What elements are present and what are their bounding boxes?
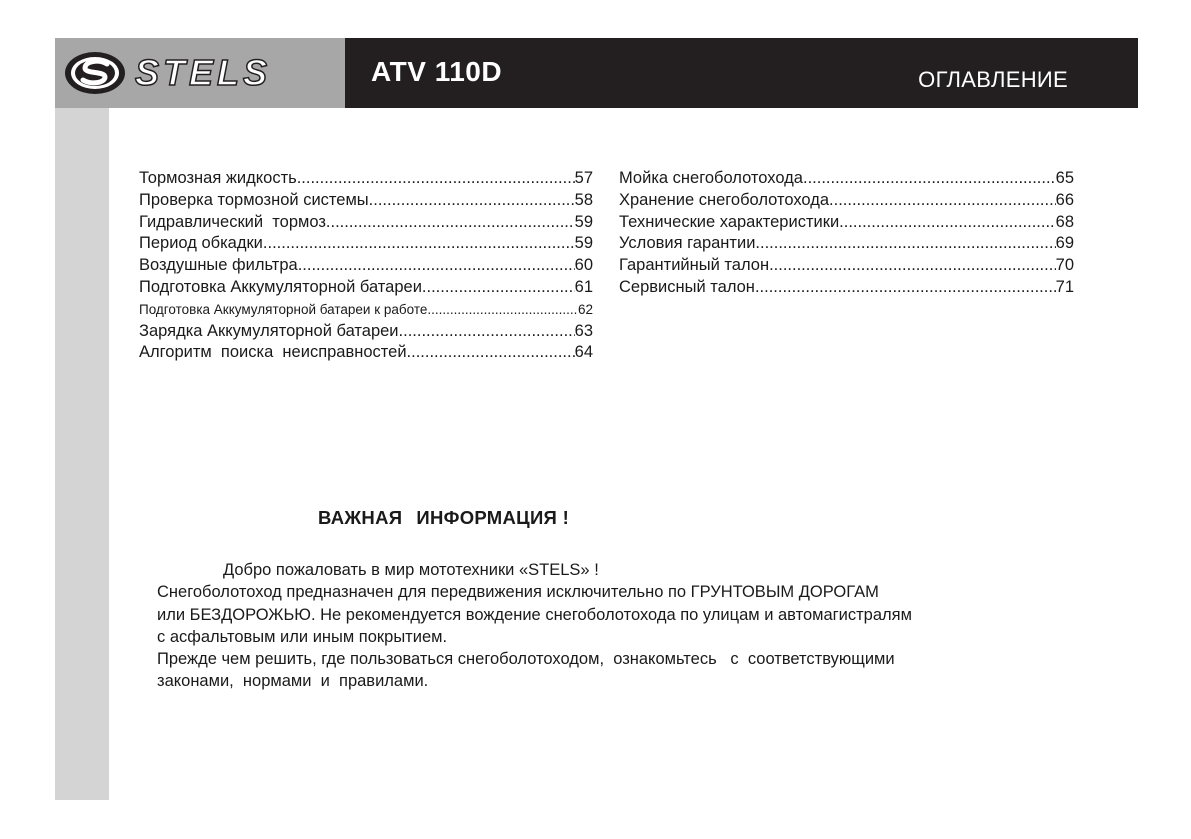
toc-entry[interactable]: Гарантийный талон ..... 70 (619, 255, 1074, 277)
info-line: законами, нормами и правилами. (157, 672, 429, 691)
info-line: Добро пожаловать в мир мототехники «STELS» ! (223, 561, 599, 579)
important-heading (318, 507, 583, 529)
info-line: Прежде чем решить, где пользоваться снегоболотоходом, ознакомьтесь с соответствующими (157, 650, 895, 669)
info-line: с асфальтовым или иным покрытием. (157, 627, 448, 646)
toc-entry[interactable]: Зарядка Аккумуляторной батареи ..... 63 (139, 321, 593, 343)
toc-entry[interactable]: Сервисный талон ..... 71 (619, 277, 1074, 299)
toc-entry[interactable]: Период обкадки ..... 59 (139, 233, 593, 255)
toc-entry[interactable]: Подготовка Аккумуляторной батареи ..... 61 (139, 277, 593, 299)
toc-entry[interactable]: Технические характеристики ..... 68 (619, 212, 1074, 234)
page-header (55, 38, 1138, 108)
model-title: ATV 110D (371, 56, 503, 87)
brand-logo-area (55, 38, 345, 108)
toc-left-column (139, 168, 593, 364)
toc-entry[interactable]: Алгоритм поиска неисправностей ..... 64 (139, 342, 593, 364)
important-heading-part1: ВАЖНАЯ (318, 507, 403, 528)
side-bar (55, 108, 109, 800)
toc-entry[interactable]: Воздушные фильтра ..... 60 (139, 255, 593, 277)
info-line: или БЕЗДОРОЖЬЮ. Не рекомендуется вождение снегоболотохода по улицам и автомагистралям (157, 605, 912, 624)
toc-entry[interactable]: Хранение снегоболотохода ..... 66 (619, 190, 1074, 212)
section-title: ОГЛАВЛЕНИЕ (918, 67, 1068, 92)
toc-entry[interactable]: Подготовка Аккумуляторной батареи к работе ..... 62 (139, 299, 593, 321)
important-text (157, 559, 1087, 693)
toc-entry[interactable]: Условия гарантии ..... 69 (619, 233, 1074, 255)
info-line: Снегоболотоход предназначен для передвижения исключительно по ГРУНТОВЫМ ДОРОГАМ (157, 583, 879, 602)
stels-logo (63, 49, 335, 97)
toc-entry[interactable]: Проверка тормозной системы ..... 58 (139, 190, 593, 212)
toc-entry[interactable]: Гидравлический тормоз ..... 59 (139, 212, 593, 234)
toc-right-column (619, 168, 1074, 299)
toc-entry[interactable]: Тормозная жидкость ..... 57 (139, 168, 593, 190)
important-heading-part2: ИНФОРМАЦИЯ ! (416, 507, 570, 528)
brand-text: STELS (135, 52, 272, 93)
toc-entry[interactable]: Мойка снегоболотохода ..... 65 (619, 168, 1074, 190)
